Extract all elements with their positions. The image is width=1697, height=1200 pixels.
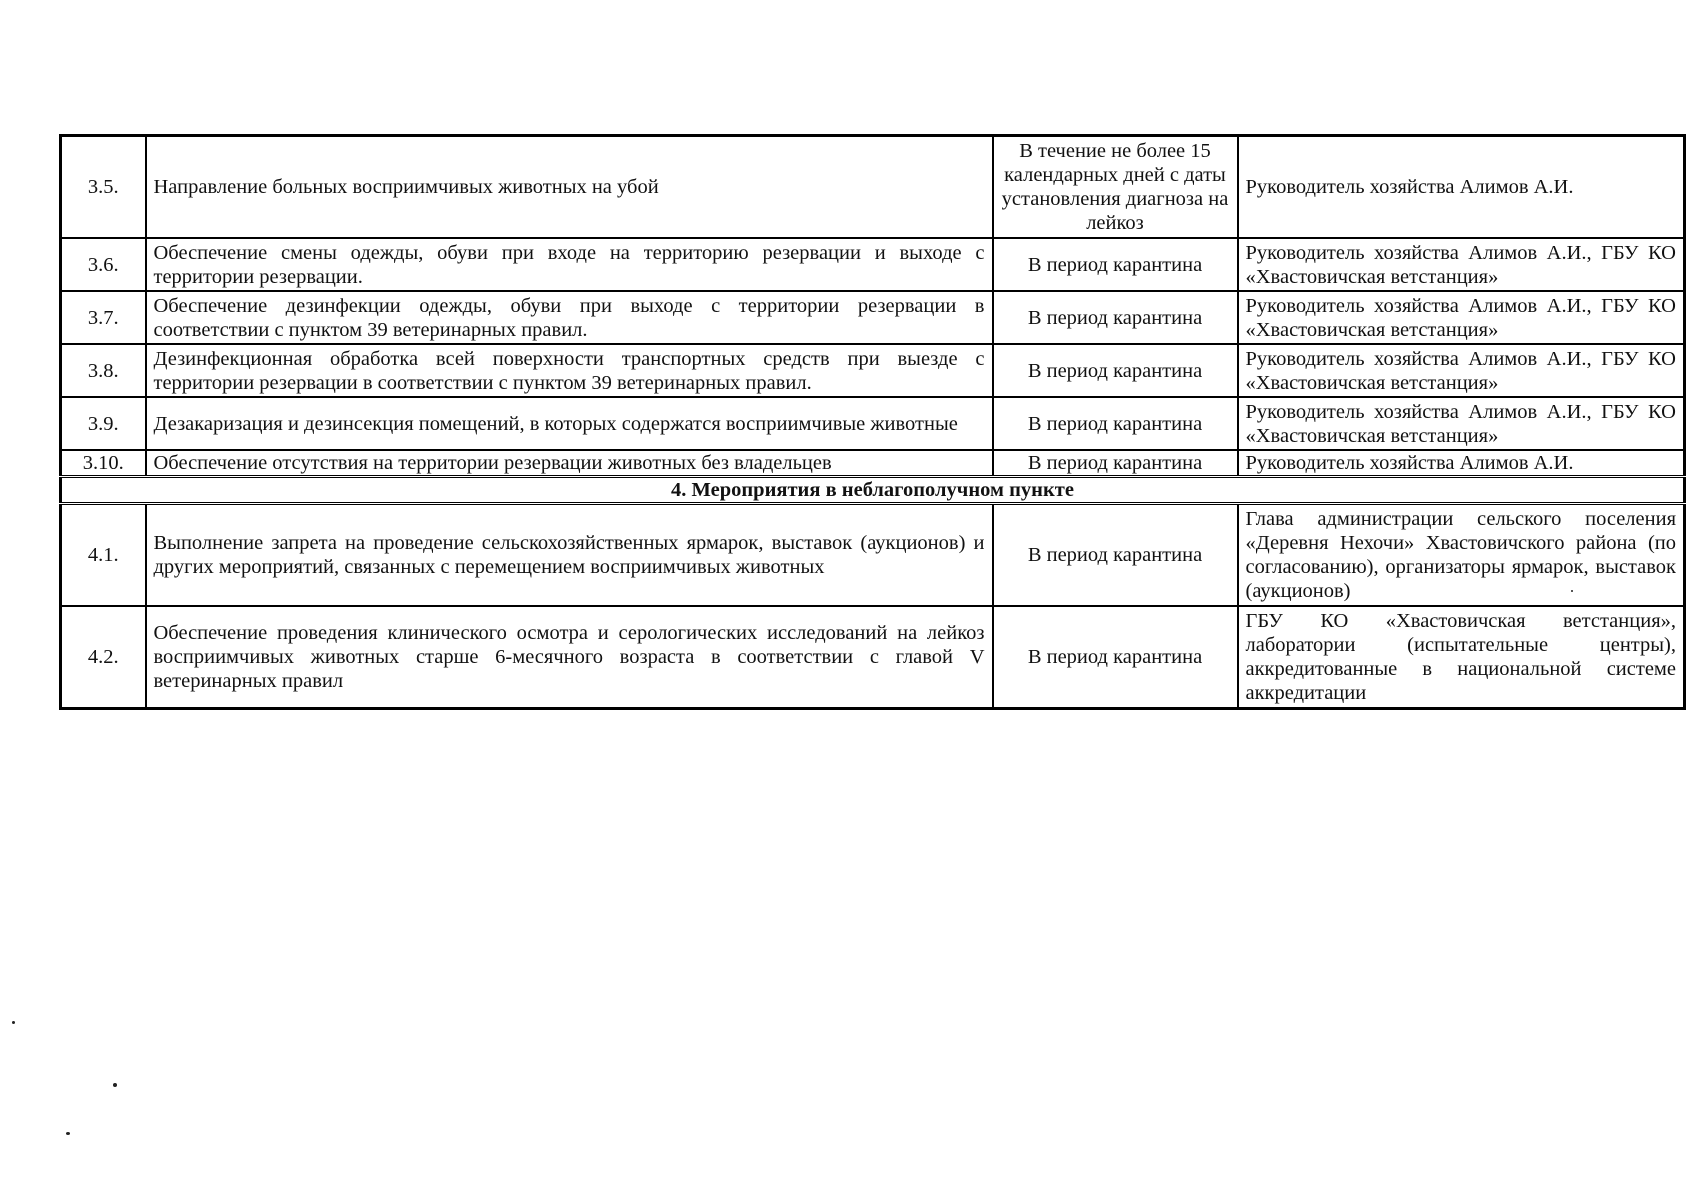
action-cell: Выполнение запрета на проведение сельскохозяйственных ярмарок, выставок (аукционов) и других мероприятий, связанных с перемещением восприимчивых животных bbox=[146, 504, 993, 607]
section-row bbox=[61, 477, 1685, 504]
table-row bbox=[61, 136, 1685, 239]
action-cell: Обеспечение отсутствия на территории резервации животных без владельцев bbox=[146, 450, 993, 477]
action-cell: Обеспечение дезинфекции одежды, обуви при выходе с территории резервации в соответствии с пунктом 39 ветеринарных правил. bbox=[146, 291, 993, 344]
table-row bbox=[61, 397, 1685, 450]
responsible-cell: Руководитель хозяйства Алимов А.И. bbox=[1238, 450, 1685, 477]
row-number: 4.2. bbox=[61, 606, 146, 709]
table-row bbox=[61, 606, 1685, 709]
action-cell: Обеспечение смены одежды, обуви при входе на территорию резервации и выходе с территории резервации. bbox=[146, 238, 993, 291]
table-row bbox=[61, 344, 1685, 397]
action-cell: Дезинфекционная обработка всей поверхности транспортных средств при выезде с территории резервации в соответствии с пунктом 39 ветеринарных правил. bbox=[146, 344, 993, 397]
responsible-cell: Глава администрации сельского поселения «Деревня Нехочи» Хвастовичского района (по согласованию), организаторы ярмарок, выставок (аукционов) bbox=[1238, 504, 1685, 607]
table-row bbox=[61, 450, 1685, 477]
term-cell: В период карантина bbox=[993, 344, 1238, 397]
table-row bbox=[61, 291, 1685, 344]
section-heading: 4. Мероприятия в неблагополучном пункте bbox=[61, 477, 1685, 504]
responsible-cell: Руководитель хозяйства Алимов А.И., ГБУ КО «Хвастовичская ветстанция» bbox=[1238, 344, 1685, 397]
action-cell: Дезакаризация и дезинсекция помещений, в которых содержатся восприимчивые животные bbox=[146, 397, 993, 450]
term-cell: В период карантина bbox=[993, 291, 1238, 344]
term-cell: В период карантина bbox=[993, 504, 1238, 607]
responsible-cell: Руководитель хозяйства Алимов А.И., ГБУ КО «Хвастовичская ветстанция» bbox=[1238, 238, 1685, 291]
responsible-cell: ГБУ КО «Хвастовичская ветстанция», лаборатории (испытательные центры), аккредитованные в национальной системе аккредитации bbox=[1238, 606, 1685, 709]
scan-speck bbox=[12, 1021, 15, 1024]
action-cell: Направление больных восприимчивых животных на убой bbox=[146, 136, 993, 239]
responsible-cell: Руководитель хозяйства Алимов А.И., ГБУ КО «Хвастовичская ветстанция» bbox=[1238, 291, 1685, 344]
term-cell: В течение не более 15 календарных дней с даты установления диагноза на лейкоз bbox=[993, 136, 1238, 239]
row-number: 3.10. bbox=[61, 450, 146, 477]
row-number: 3.6. bbox=[61, 238, 146, 291]
row-number: 4.1. bbox=[61, 504, 146, 607]
term-cell: В период карантина bbox=[993, 606, 1238, 709]
row-number: 3.8. bbox=[61, 344, 146, 397]
responsible-cell: Руководитель хозяйства Алимов А.И. bbox=[1238, 136, 1685, 239]
measures-table bbox=[59, 134, 1686, 710]
table-row bbox=[61, 238, 1685, 291]
row-number: 3.7. bbox=[61, 291, 146, 344]
term-cell: В период карантина bbox=[993, 450, 1238, 477]
scan-speck bbox=[66, 1132, 70, 1135]
scan-speck bbox=[113, 1083, 117, 1087]
row-number: 3.5. bbox=[61, 136, 146, 239]
table-row bbox=[61, 504, 1685, 607]
row-number: 3.9. bbox=[61, 397, 146, 450]
responsible-cell: Руководитель хозяйства Алимов А.И., ГБУ КО «Хвастовичская ветстанция» bbox=[1238, 397, 1685, 450]
scan-speck bbox=[1571, 590, 1573, 592]
action-cell: Обеспечение проведения клинического осмотра и серологических исследований на лейкоз восприимчивых животных старше 6-месячного возраста в соответствии с главой V ветеринарных правил bbox=[146, 606, 993, 709]
term-cell: В период карантина bbox=[993, 238, 1238, 291]
term-cell: В период карантина bbox=[993, 397, 1238, 450]
